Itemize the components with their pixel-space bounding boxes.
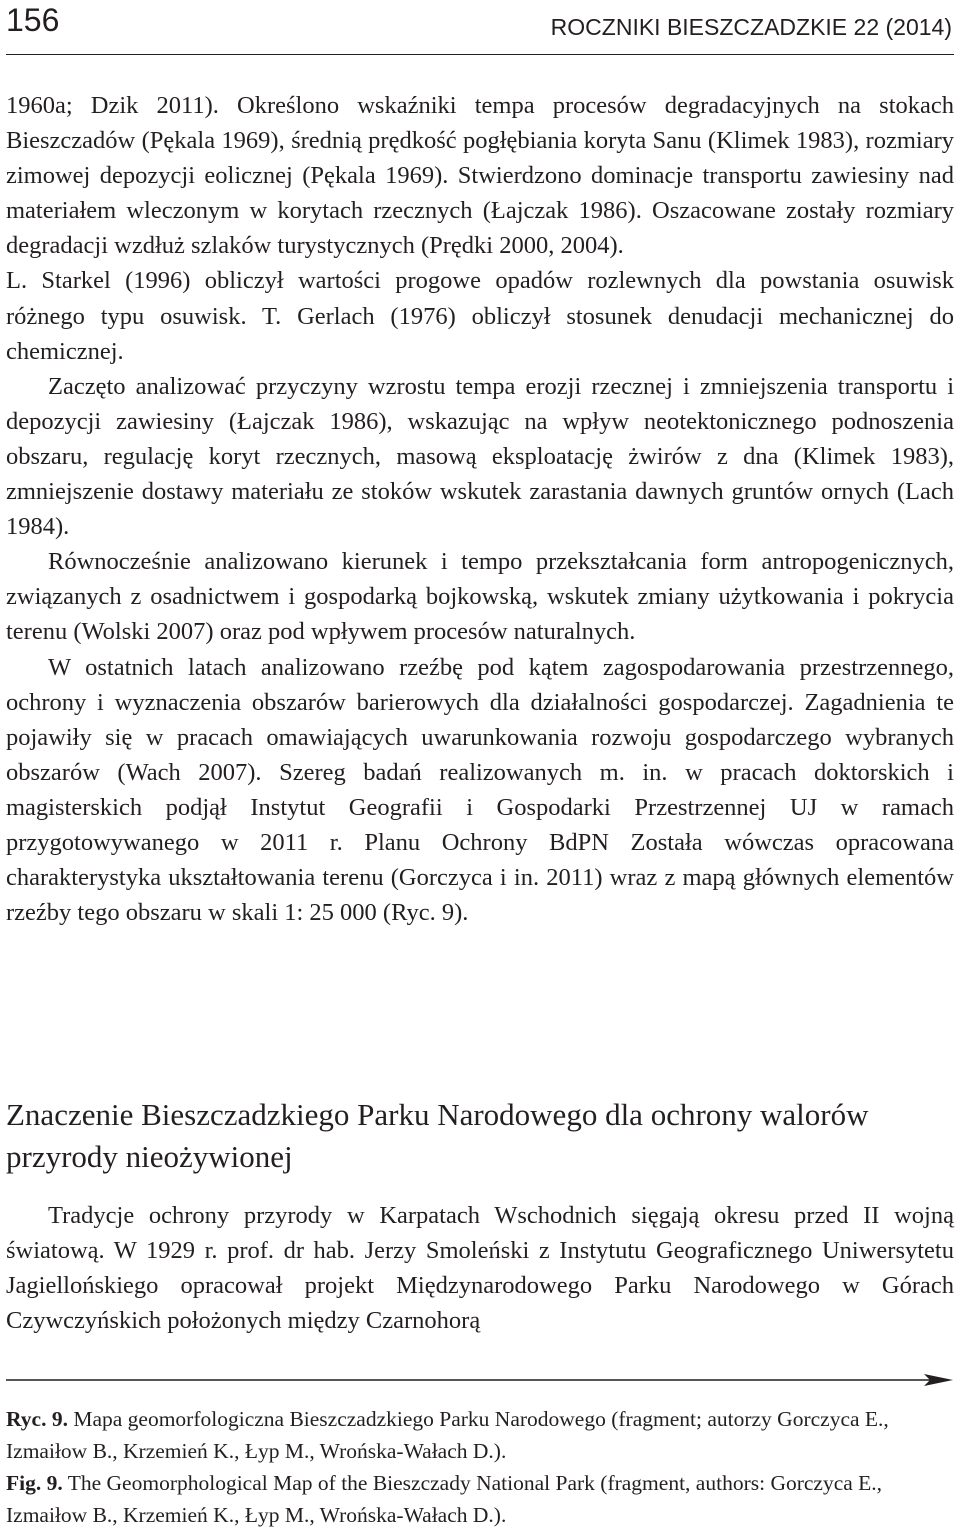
body-text	[6, 88, 954, 930]
journal-title: ROCZNIKI BIESZCZADZKIE 22 (2014)	[550, 14, 952, 40]
paragraph-spatial-planning: W ostatnich latach analizowano rzeźbę pod kątem zagospodarowania przestrzennego, ochrony i wyznaczenia obszarów barierowych dla działalności gospodarczej. Zagadnienia te pojawiły się w pracach omawiających uwarunkowania rozwoju gospodarczego wybranych obszarów (Wach 2007). Szereg badań realizowanych m. in. w pracach doktorskich i magisterskich podjął Instytut Geografii i Gospodarki Przestrzennej UJ w ramach przygotowywanego w 2011 r. Planu Ochrony BdPN Została wówczas opracowana charakterystyka ukształtowania terenu (Gorczyca i in. 2011) wraz z mapą głównych elementów rzeźby tego obszaru w skali 1: 25 000 (Ryc. 9).	[6, 653, 954, 927]
paragraph-erosion-causes: Zaczęto analizować przyczyny wzrostu tempa erozji rzecznej i zmniejszenia transportu i depozycji zawiesiny (Łajczak 1986), wskazując na wpływ neotektonicznego podnoszenia obszaru, regulację koryt rzecznych, masową eksploatację żwirów z dna (Klimek 1983), zmniejszenie dostawy materiału ze stoków wskutek zarastania dawnych gruntów ornych (Lach 1984).	[6, 372, 954, 541]
section-park-significance	[6, 1094, 954, 1338]
caption-english-label: Fig. 9.	[6, 1471, 63, 1495]
caption-polish-label: Ryc. 9.	[6, 1407, 68, 1431]
caption-english	[6, 1467, 954, 1531]
figure-captions	[6, 1403, 954, 1531]
paragraph-anthropogenic-forms: Równocześnie analizowano kierunek i tempo przekształcania form antropogenicznych, związanych z osadnictwem i gospodarką bojkowską, wskutek zmiany użytkowania i pokrycia terenu (Wolski 2007) oraz pod wpływem procesów naturalnych.	[6, 548, 954, 646]
page-number: 156	[6, 2, 60, 38]
document-page	[6, 0, 954, 1533]
section-heading: Znaczenie Bieszczadzkiego Parku Narodowego dla ochrony walorów przyrody nieożywionej	[6, 1097, 869, 1174]
arrow-right-icon	[6, 1372, 954, 1388]
paragraph-processes: 1960a; Dzik 2011). Określono wskaźniki tempa procesów degradacyjnych na stokach Bieszczadów (Pękala 1969), średnią prędkość pogłębiania koryta Sanu (Klimek 1983), rozmiary zimowej depozycji eolicznej (Pękala 1969). Stwierdzono dominacje transportu zawiesiny nad materiałem wleczonym w korytach rzecznych (Łajczak 1986). Oszacowane zostały rozmiary degradacji wzdłuż szlaków turystycznych (Prędki 2000, 2004).	[6, 92, 954, 260]
paragraph-thresholds: L. Starkel (1996) obliczył wartości progowe opadów rozlewnych dla powstania osuwisk różnego typu osuwisk. T. Gerlach (1976) obliczył stosunek denudacji mechanicznej do chemicznej.	[6, 267, 954, 365]
running-header	[6, 0, 954, 55]
caption-english-text: The Geomorphological Map of the Bieszczady National Park (fragment, authors: Gorczyca E., Izmaiłow B., Krzemień K., Łyp M., Wrońska-Wałach D.).	[6, 1471, 883, 1527]
paragraph-protection-traditions: Tradycje ochrony przyrody w Karpatach Wschodnich sięgają okresu przed II wojną światową. W 1929 r. prof. dr hab. Jerzy Smoleński z Instytutu Geograficznego Uniwersytetu Jagiellońskiego opracował projekt Międzynarodowego Parku Narodowego w Górach Czywczyńskich położonych między Czarnohorą	[6, 1202, 954, 1335]
caption-polish-text: Mapa geomorfologiczna Bieszczadzkiego Parku Narodowego (fragment; autorzy Gorczyca E., Izmaiłow B., Krzemień K., Łyp M., Wrońska-Wałach D.).	[6, 1407, 889, 1463]
caption-polish	[6, 1403, 954, 1467]
